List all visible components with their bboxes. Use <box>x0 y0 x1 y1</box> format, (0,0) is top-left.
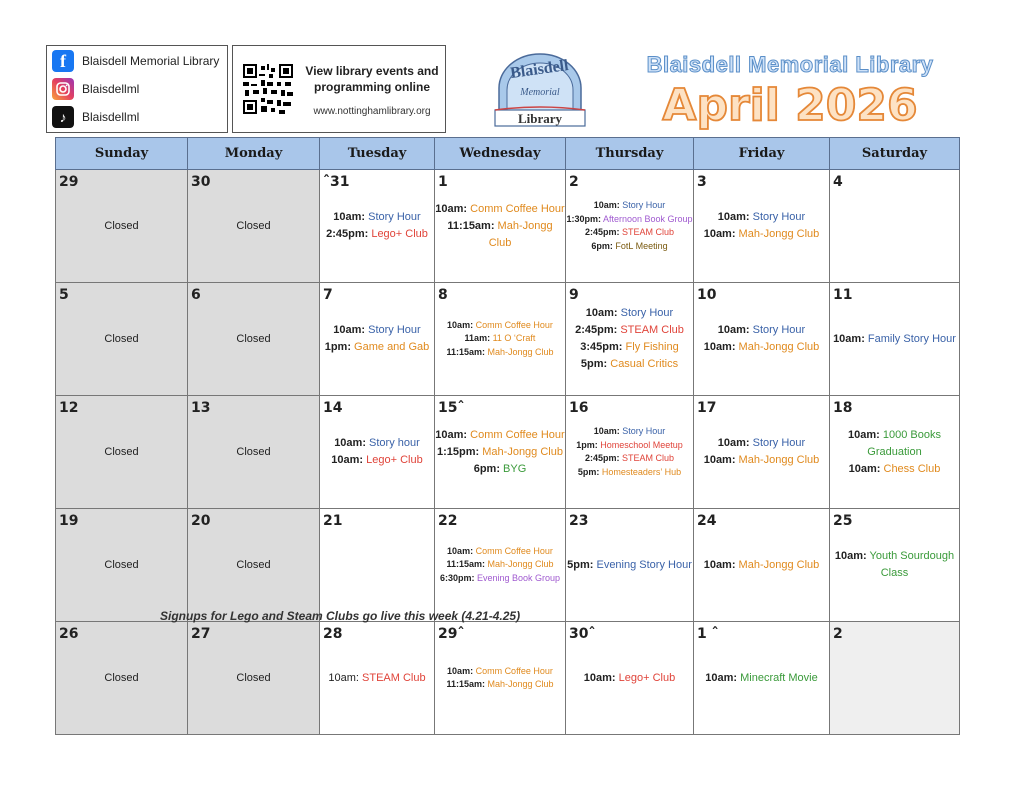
event-title: STEAM Club <box>619 453 675 463</box>
day-events <box>188 283 319 395</box>
event-time: 11:15am: <box>446 559 485 570</box>
day-number: 23 <box>569 513 589 529</box>
event-title: Mah-Jongg Club <box>488 219 553 249</box>
event-time: 2:45pm: <box>584 453 620 463</box>
calendar-week-row <box>56 170 960 283</box>
calendar-week-row <box>56 396 960 509</box>
day-events <box>830 396 959 508</box>
event-item <box>440 572 560 586</box>
closed-label: Closed <box>104 446 139 458</box>
event-item <box>435 427 564 444</box>
event-item <box>447 545 553 559</box>
event-title: Story Hour <box>749 211 806 223</box>
day-number: 1 <box>438 174 448 190</box>
event-title: BYG <box>499 462 527 475</box>
event-item <box>585 226 674 240</box>
calendar-week-row <box>56 283 960 396</box>
day-number: 17 <box>697 400 717 416</box>
day-events <box>830 622 959 734</box>
day-number: 30 <box>191 174 211 190</box>
event-title: Lego+ Club <box>363 454 423 466</box>
event-time: 10am: <box>717 211 750 223</box>
closed-label: Closed <box>236 220 271 232</box>
day-cell[interactable] <box>188 170 320 283</box>
event-time: 10am: <box>593 200 620 210</box>
event-item <box>830 427 959 461</box>
day-number: 9 <box>569 287 579 303</box>
day-number: 26 <box>59 626 79 642</box>
event-time: 10am: <box>447 545 474 556</box>
day-cell[interactable] <box>188 509 320 622</box>
tiktok-row[interactable] <box>47 104 227 130</box>
event-item <box>586 305 673 322</box>
day-number: 6 <box>191 287 201 303</box>
event-title: Mah-Jongg Club <box>479 445 563 458</box>
day-events <box>188 396 319 508</box>
event-title: Fly Fishing <box>622 341 679 353</box>
event-title: Youth Sourdough Class <box>866 550 955 579</box>
closed-label: Closed <box>236 333 271 345</box>
event-title: Lego+ Club <box>615 671 676 684</box>
day-cell[interactable] <box>435 509 566 622</box>
weekday-header-thursday: Thursday <box>566 138 694 170</box>
event-title: Story Hour <box>365 324 421 336</box>
day-cell[interactable] <box>566 283 694 396</box>
logo-bottom-text: Library <box>517 111 563 126</box>
day-cell[interactable] <box>320 396 435 509</box>
day-number: 4 <box>833 174 843 190</box>
event-item <box>333 209 420 226</box>
day-number: 14 <box>323 400 343 416</box>
event-title: Mah-Jongg Club <box>484 559 554 570</box>
calendar-grid <box>55 137 960 735</box>
month-title: April 2026 <box>662 80 918 131</box>
day-number: 29ˆ <box>438 626 465 642</box>
day-number: 2 <box>569 174 579 190</box>
social-media-box <box>46 45 228 133</box>
event-time: 10am: <box>705 671 738 684</box>
event-time: 11:15am: <box>447 219 495 232</box>
event-title: Minecraft Movie <box>737 671 818 684</box>
event-time: 10am: <box>703 341 736 353</box>
day-cell[interactable] <box>435 622 566 735</box>
event-time: 1:15pm: <box>437 445 480 458</box>
day-events <box>694 396 829 508</box>
calendar-week-row <box>56 509 960 622</box>
event-title: Mah-Jongg Club <box>735 558 820 571</box>
day-events <box>830 509 959 621</box>
event-time: 3:45pm: <box>580 341 623 353</box>
day-number: 22 <box>438 513 458 529</box>
event-item <box>718 322 805 339</box>
day-number: 30ˆ <box>569 626 596 642</box>
day-number: 3 <box>697 174 707 190</box>
day-number: 13 <box>191 400 211 416</box>
event-time: 10am: <box>447 319 474 330</box>
day-events <box>566 170 693 282</box>
day-events <box>694 509 829 621</box>
day-cell[interactable] <box>435 283 566 396</box>
closed-label: Closed <box>236 446 271 458</box>
day-cell[interactable] <box>566 622 694 735</box>
event-time: 10am: <box>333 324 366 336</box>
day-events <box>694 170 829 282</box>
facebook-icon: f <box>52 50 74 72</box>
instagram-row[interactable] <box>47 76 227 102</box>
day-number: 10 <box>697 287 717 303</box>
instagram-icon <box>52 78 74 100</box>
event-item <box>566 213 692 227</box>
event-time: 10am: <box>833 332 865 345</box>
event-time: 10am: <box>834 550 867 562</box>
event-item <box>331 452 422 469</box>
online-events-title: View library events and programming online <box>305 64 439 94</box>
day-cell[interactable] <box>56 396 188 509</box>
online-events-box <box>232 45 446 133</box>
event-item <box>446 346 553 360</box>
event-title: Lego+ Club <box>368 228 428 240</box>
event-time: 10am: <box>583 671 616 684</box>
day-events <box>694 622 829 734</box>
day-number: 20 <box>191 513 211 529</box>
day-cell[interactable] <box>320 622 435 735</box>
event-title: Evening Book Group <box>474 572 561 583</box>
event-item <box>718 209 805 226</box>
weekday-header-wednesday: Wednesday <box>435 138 566 170</box>
day-events <box>320 170 434 282</box>
day-events <box>56 170 187 282</box>
closed-label: Closed <box>104 672 139 684</box>
event-item <box>465 332 536 346</box>
day-cell[interactable] <box>320 509 435 622</box>
event-title: Comm Coffee Hour <box>467 428 565 441</box>
event-item <box>585 452 674 466</box>
logo-top-text: Blaisdell <box>509 57 570 83</box>
day-cell[interactable] <box>694 396 830 509</box>
event-time: 2:45pm: <box>584 227 620 237</box>
event-title: Family Story Hour <box>864 332 956 345</box>
event-time: 6:30pm: <box>439 572 475 583</box>
event-title: Mah-Jongg Club <box>735 341 820 353</box>
logo-mid-text: Memorial <box>520 87 560 98</box>
event-item <box>446 678 553 692</box>
event-item <box>474 461 527 478</box>
event-time: 2:45pm: <box>575 324 618 336</box>
weekday-header-sunday: Sunday <box>56 138 188 170</box>
event-title: Casual Critics <box>607 358 679 370</box>
day-events <box>56 622 187 734</box>
weekday-header-tuesday: Tuesday <box>320 138 435 170</box>
event-item <box>705 670 818 687</box>
day-events <box>435 283 565 395</box>
day-events <box>56 283 187 395</box>
day-number: 15ˆ <box>438 400 465 416</box>
day-cell[interactable] <box>435 170 566 283</box>
event-item <box>447 319 553 333</box>
event-title: Comm Coffee Hour <box>473 319 553 330</box>
event-title: Story Hour <box>619 426 666 436</box>
event-time: 10am: <box>703 558 736 571</box>
day-events <box>566 622 693 734</box>
event-time: 10am: <box>703 228 736 240</box>
day-cell[interactable] <box>694 283 830 396</box>
event-time: 10am: <box>703 454 736 466</box>
day-events <box>694 283 829 395</box>
weekday-header-monday: Monday <box>188 138 320 170</box>
day-events <box>320 283 434 395</box>
day-cell[interactable] <box>435 396 566 509</box>
event-title: STEAM Club <box>358 671 426 684</box>
event-item <box>830 548 959 582</box>
event-item <box>591 240 667 254</box>
closed-label: Closed <box>236 672 271 684</box>
day-number: 27 <box>191 626 211 642</box>
library-logo <box>489 50 591 130</box>
day-events <box>435 509 565 621</box>
day-number: 21 <box>323 513 343 529</box>
day-events <box>566 396 693 508</box>
event-time: 6pm: <box>473 462 500 475</box>
event-title: Story Hour <box>365 211 421 223</box>
event-time: 10am: <box>717 437 750 449</box>
event-time: 10am: <box>447 665 474 676</box>
event-title: Homeschool Meetup <box>597 439 683 450</box>
event-item <box>704 226 820 243</box>
day-cell[interactable] <box>56 170 188 283</box>
event-item <box>581 356 678 373</box>
event-item <box>594 425 666 439</box>
event-title: Story Hour <box>617 307 674 319</box>
event-item <box>704 557 820 574</box>
day-number: 8 <box>438 287 448 303</box>
event-item <box>435 218 565 252</box>
day-cell[interactable] <box>320 170 435 283</box>
day-cell[interactable] <box>188 622 320 735</box>
day-cell[interactable] <box>566 396 694 509</box>
event-title: Comm Coffee Hour <box>473 665 553 676</box>
event-time: 5pm: <box>580 358 608 370</box>
event-item <box>718 435 805 452</box>
library-website-link[interactable]: www.nottinghamlibrary.org <box>313 106 431 117</box>
day-number: 25 <box>833 513 853 529</box>
facebook-label: Blaisdell Memorial Library <box>82 54 220 68</box>
event-item <box>578 466 681 480</box>
day-cell[interactable] <box>694 170 830 283</box>
event-title: STEAM Club <box>617 324 684 336</box>
day-events <box>188 509 319 621</box>
event-item <box>580 339 678 356</box>
instagram-label: Blaisdellml <box>82 82 140 96</box>
event-time: 1pm: <box>324 341 351 353</box>
tiktok-label: Blaisdellml <box>82 110 140 124</box>
qr-code-icon[interactable] <box>243 64 293 114</box>
day-cell[interactable] <box>566 509 694 622</box>
day-events <box>566 509 693 621</box>
day-events <box>566 283 693 395</box>
event-title: Story Hour <box>749 437 806 449</box>
event-item <box>328 670 425 687</box>
event-time: 10am: <box>435 428 468 441</box>
day-events <box>435 622 565 734</box>
event-item <box>833 331 956 348</box>
event-item <box>437 444 563 461</box>
day-cell[interactable] <box>830 283 960 396</box>
day-events <box>188 622 319 734</box>
day-events <box>830 170 959 282</box>
day-number: 28 <box>323 626 343 642</box>
event-time: 10am: <box>328 671 359 684</box>
day-cell[interactable] <box>830 396 960 509</box>
event-time: 10am: <box>585 307 618 319</box>
event-title: Game and Gab <box>351 341 430 353</box>
event-title: Homesteaders’ Hub <box>599 466 682 477</box>
event-item <box>333 322 420 339</box>
day-events <box>830 283 959 395</box>
day-cell[interactable] <box>188 396 320 509</box>
event-title: Comm Coffee Hour <box>473 545 553 556</box>
event-title: FotL Meeting <box>612 240 668 251</box>
closed-label: Closed <box>236 559 271 571</box>
event-item <box>704 339 820 356</box>
event-title: Afternoon Book Group <box>600 213 693 224</box>
day-number: 2 <box>833 626 843 642</box>
event-time: 10am: <box>593 426 620 436</box>
event-item <box>594 199 666 213</box>
library-name-heading: Blaisdell Memorial Library <box>646 52 934 77</box>
event-time: 11am: <box>464 333 491 344</box>
event-time: 5pm: <box>577 466 600 477</box>
event-item <box>447 665 553 679</box>
event-title: Mah-Jongg Club <box>735 228 820 240</box>
day-events <box>56 396 187 508</box>
closed-label: Closed <box>104 220 139 232</box>
day-cell[interactable] <box>830 170 960 283</box>
event-item <box>326 226 428 243</box>
event-time: 11:15am: <box>446 679 485 689</box>
day-events <box>435 170 565 282</box>
day-cell[interactable] <box>830 622 960 735</box>
day-cell[interactable] <box>56 622 188 735</box>
day-events <box>320 622 434 734</box>
day-number: 16 <box>569 400 589 416</box>
event-time: 10am: <box>331 454 364 466</box>
event-time: 10am: <box>333 211 366 223</box>
day-cell[interactable] <box>56 283 188 396</box>
event-title: Evening Story Hour <box>593 558 692 571</box>
day-events <box>435 396 565 508</box>
event-time: 10am: <box>334 437 366 449</box>
day-number: 7 <box>323 287 333 303</box>
event-item <box>704 452 820 469</box>
day-number: 18 <box>833 400 853 416</box>
day-events <box>188 170 319 282</box>
day-events <box>320 509 434 621</box>
weekday-header-friday: Friday <box>694 138 830 170</box>
signup-notice: Signups for Lego and Steam Clubs go live this week (4.21-4.25) <box>160 609 521 623</box>
event-time: 11:15am: <box>446 346 485 357</box>
event-title: Chess Club <box>880 462 941 475</box>
event-title: Story hour <box>365 437 420 449</box>
closed-label: Closed <box>104 333 139 345</box>
event-time: 1pm: <box>576 439 598 450</box>
event-item <box>849 461 941 478</box>
event-item <box>576 439 683 453</box>
event-time: 10am: <box>848 462 881 475</box>
closed-label: Closed <box>104 559 139 571</box>
event-title: Comm Coffee Hour <box>467 202 565 215</box>
calendar-week-row <box>56 622 960 735</box>
day-number: 24 <box>697 513 717 529</box>
event-time: 10am: <box>848 428 880 441</box>
day-cell[interactable] <box>188 283 320 396</box>
event-time: 1:30pm: <box>566 213 601 224</box>
day-events <box>56 509 187 621</box>
event-time: 10am: <box>435 202 468 215</box>
day-cell[interactable] <box>56 509 188 622</box>
event-title: Mah-Jongg Club <box>484 679 554 689</box>
event-time: 2:45pm: <box>326 228 369 240</box>
event-item <box>325 339 430 356</box>
day-number: ˆ31 <box>323 174 350 190</box>
tiktok-icon: ♪ <box>52 106 74 128</box>
event-title: Mah-Jongg Club <box>484 346 554 357</box>
day-cell[interactable] <box>694 509 830 622</box>
day-cell[interactable] <box>694 622 830 735</box>
event-title: 11 O ‘Craft <box>490 333 536 344</box>
event-item <box>435 201 564 218</box>
day-cell[interactable] <box>566 170 694 283</box>
event-time: 10am: <box>717 324 750 336</box>
weekday-header-saturday: Saturday <box>830 138 960 170</box>
event-title: Mah-Jongg Club <box>735 454 820 466</box>
facebook-row[interactable] <box>47 48 227 74</box>
day-number: 11 <box>833 287 853 303</box>
day-cell[interactable] <box>830 509 960 622</box>
event-item <box>584 670 675 687</box>
event-title: STEAM Club <box>619 227 675 237</box>
event-item <box>446 558 553 572</box>
event-item <box>334 435 420 452</box>
day-number: 29 <box>59 174 79 190</box>
day-cell[interactable] <box>320 283 435 396</box>
event-title: 1000 Books Graduation <box>867 428 941 458</box>
event-time: 5pm: <box>567 558 594 571</box>
event-time: 6pm: <box>591 240 613 251</box>
day-number: 12 <box>59 400 79 416</box>
event-title: Story Hour <box>749 324 806 336</box>
event-item <box>575 322 684 339</box>
day-events <box>320 396 434 508</box>
day-number: 1 ˆ <box>697 626 719 642</box>
day-number: 5 <box>59 287 69 303</box>
event-title: Story Hour <box>619 200 666 210</box>
day-number: 19 <box>59 513 79 529</box>
event-item <box>567 557 692 574</box>
